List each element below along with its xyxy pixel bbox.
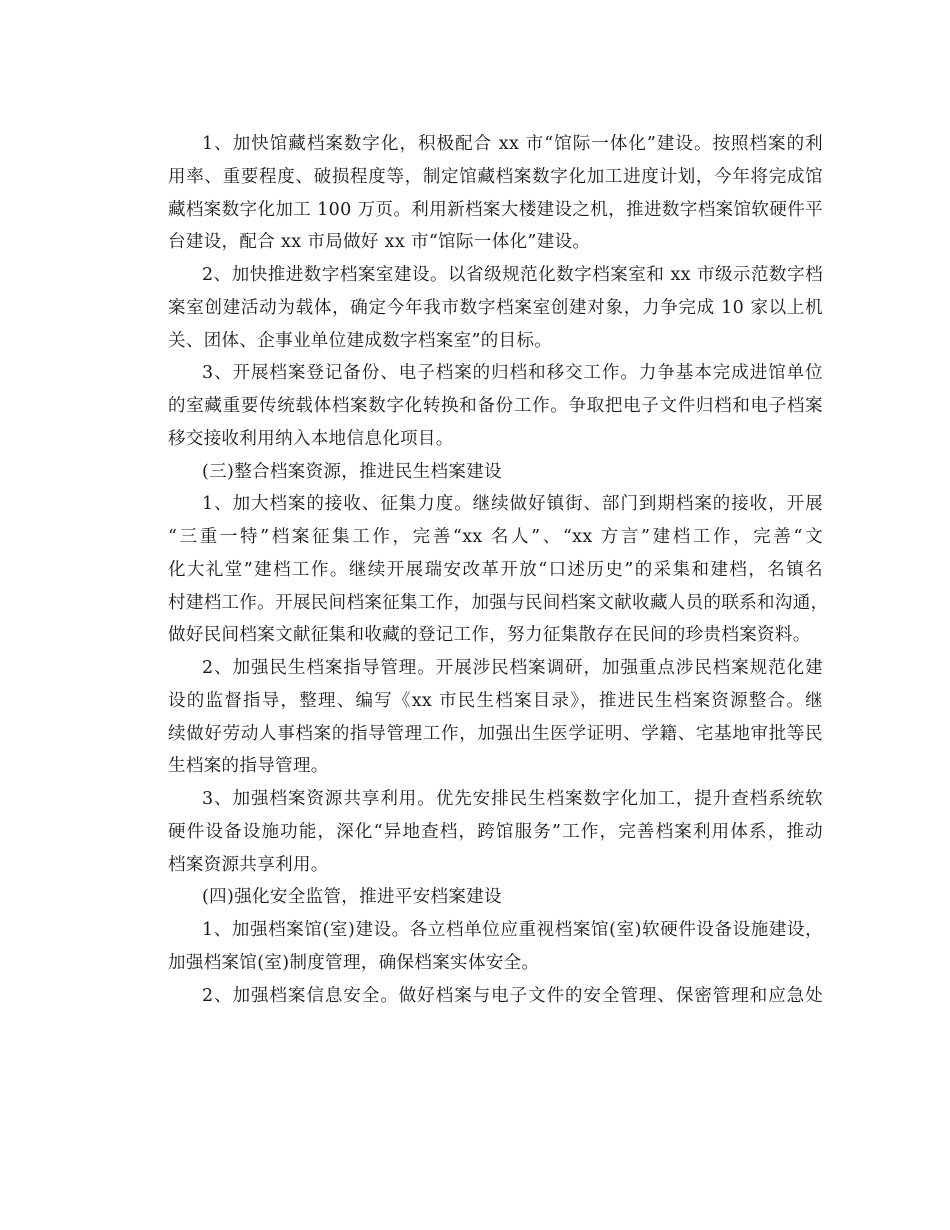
section-heading: (四)强化安全监管，推进平安档案建设: [202, 887, 502, 908]
paragraph-line: 案室创建活动为载体，确定今年我市数字档案室创建对象，力争完成 10 家以上机: [168, 297, 823, 318]
paragraph-line: 做好民间档案文献征集和收藏的登记工作，努力征集散存在民间的珍贵档案资料。: [168, 625, 811, 646]
paragraph-line: 村建档工作。开展民间档案征集工作，加强与民间档案文献收藏人员的联系和沟通，: [168, 592, 829, 613]
paragraph-line: 硬件设备设施功能，深化“异地查档，跨馆服务”工作，完善档案利用体系，推动: [168, 821, 823, 842]
paragraph-line: 设的监督指导，整理、编写《xx 市民生档案目录》，推进民生档案资源整合。继: [168, 690, 823, 711]
paragraph-line: 1、加快馆藏档案数字化，积极配合 xx 市“馆际一体化”建设。按照档案的利: [202, 134, 823, 154]
paragraph-line: 2、加强档案信息安全。做好档案与电子文件的安全管理、保密管理和应急处: [202, 985, 823, 1006]
paragraph-line: 的室藏重要传统载体档案数字化转换和备份工作。争取把电子文件归档和电子档案: [168, 396, 823, 416]
section-heading: (三)整合档案资源，推进民生档案建设: [202, 461, 502, 482]
paragraph-line: 化大礼堂”建档工作。继续开展瑞安改革开放“口述历史”的采集和建档，名镇名: [168, 559, 823, 580]
paragraph-line: 续做好劳动人事档案的指导管理工作，加强出生医学证明、学籍、宅基地审批等民: [168, 723, 823, 744]
paragraph-line: 用率、重要程度、破损程度等，制定馆藏档案数字化加工进度计划，今年将完成馆: [168, 166, 823, 187]
paragraph-line: 3、开展档案登记备份、电子档案的归档和移交工作。力争基本完成进馆单位: [202, 363, 823, 384]
paragraph-line: 3、加强档案资源共享利用。优先安排民生档案数字化加工，提升查档系统软: [202, 789, 823, 809]
paragraph-line: 档案资源共享利用。: [168, 854, 329, 875]
paragraph-line: 生档案的指导管理。: [168, 756, 329, 777]
paragraph-line: 2、加强民生档案指导管理。开展涉民档案调研，加强重点涉民档案规范化建: [202, 658, 823, 678]
paragraph-line: 1、加大档案的接收、征集力度。继续做好镇街、部门到期档案的接收，开展: [202, 494, 823, 515]
paragraph-line: 移交接收利用纳入本地信息化项目。: [168, 428, 454, 449]
paragraph-line: 加强档案馆(室)制度管理，确保档案实体安全。: [168, 952, 540, 973]
paragraph-line: “三重一特”档案征集工作，完善“xx 名人”、“xx 方言”建档工作，完善“文: [168, 527, 823, 547]
paragraph-line: 台建设，配合 xx 市局做好 xx 市“馆际一体化”建设。: [168, 232, 591, 253]
paragraph-line: 1、加强档案馆(室)建设。各立档单位应重视档案馆(室)软硬件设备设施建设，: [202, 920, 823, 940]
document-body: [168, 128, 829, 1012]
paragraph-line: 关、团体、企事业单位建成数字档案室”的目标。: [168, 330, 553, 351]
paragraph-line: 藏档案数字化加工 100 万页。利用新档案大楼建设之机，推进数字档案馆软硬件平: [168, 199, 823, 220]
paragraph-line: 2、加快推进数字档案室建设。以省级规范化数字档案室和 xx 市级示范数字档: [202, 265, 823, 285]
